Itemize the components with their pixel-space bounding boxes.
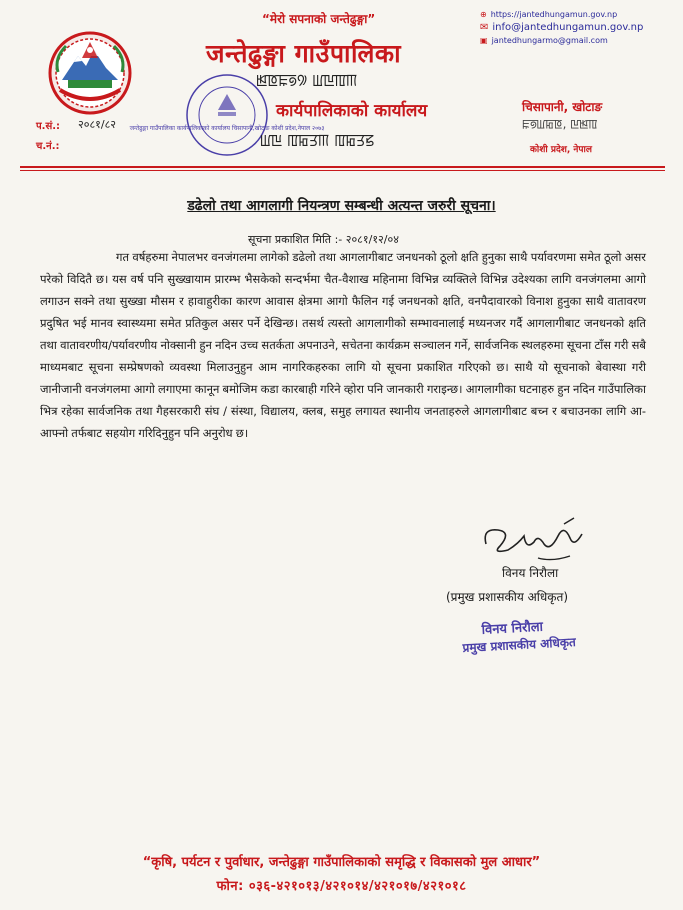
globe-icon: ⊕ bbox=[480, 10, 487, 19]
contact-email bbox=[480, 22, 643, 33]
social-text[interactable]: jantedhungarmo@gmail.com bbox=[491, 36, 608, 45]
reference-value: २०८१/८२ bbox=[78, 118, 117, 131]
website-text[interactable]: https://jantedhungamun.gov.np bbox=[490, 10, 618, 19]
address-line: चिसापानी, खोटाङ bbox=[522, 100, 603, 114]
footer-slogan: “कृषि, पर्यटन र पुर्वाधार, जन्तेढुङ्गा गाउँपालिकाको समृद्धि र विकासको मुल आधार” bbox=[142, 855, 541, 870]
office-subtitle-script-line: ꡆꡖ ꡄꡂꡗꡕ ꡄꡂꡗꡝ bbox=[260, 131, 375, 149]
province-line: कोशी प्रदेश, नेपाल bbox=[530, 145, 592, 155]
footer-phone[interactable]: फोन: ०३६-४२१०१३/४२१०१४/४२१०१७/४२१०१८ bbox=[216, 879, 467, 894]
office-name-script-line: ꡓꡔꡀꡟ꡴ ꡆꡖꡄꡕ bbox=[256, 71, 358, 89]
notice-body: गत वर्षहरुमा नेपालभर वनजंगलमा लागेको डढेलो तथा आगलागीबाट जनधनको ठूलो क्षति हुनुका साथै पर्यावरणमा समेत ठूलो असर परेको विदितै छ। यस वर्ष पनि सुख्खायाम प्रारम्भ भैसकेको सन्दर्भमा चैत-वैशाख महिनामा विभिन्न व्यक्तिले विभिन्न उदेश्यका लागि वनजंगलमा आगो लगाउन सक्ने तथा सुख्खा मौसम र हावाहुरीका कारण आवास क्षेत्रमा आगो फैलिन गई जनधनको क्षति, वनपैदावारको विनाश हुनुका साथै वातावरण प्रदुषित भई मानव स्वास्थ्यमा समेत प्रतिकुल असर पर्ने देखिन्छ। तसर्थ त्यस्तो आगलागीको सम्भावनालाई मध्यनजर गर्दै आगलागीबाट जनधनको क्षति तथा वातावरणीय/पर्यावरणीय नोक्सानी हुन नदिन उच्च सतर्कता अपनाउने, सचेतना कार्यक्रम सञ्चालन गर्ने, सार्वजनिक स्थलहरुमा सूचना टाँस गरी सबै माध्यमबाट सूचना सम्प्रेषणको व्यवस्था मिलाउनुहुन आम नागरिकहरुका लागि यो सूचना प्रकाशित गरिएको छ। साथै यो सूचनाको बेवास्था गरी जानीजानी वनजंगलमा आगो लगाएमा कानून बमोजिम कडा कारबाही गरिने व्होरा पनि जानकारी गराइन्छ। आगलागीका घटनाहरु हुन नदिन गाउँपालिका भित्र रहेका सार्वजनिक तथा गैहसरकारी संघ / संस्था, विद्यालय, क्लब, समुह लगायत स्थानीय जनताहरुले आगलागीबाट बच्न र बचाउनका लागि आ-आफ्नो तर्फबाट सहयोग गरिदिनुहुन पनि अनुरोध छ। bbox=[40, 250, 646, 440]
social-icon: ▣ bbox=[480, 36, 488, 45]
stamp-name: विनय निरौला bbox=[481, 619, 544, 638]
office-subtitle: कार्यपालिकाको कार्यालय bbox=[276, 101, 428, 121]
seal-text: जन्तेढुङ्गा गाउँपालिका कार्यपालिकाको कार्यालय चिसापानी,खोटाङ कोशी प्रदेश,नेपाल २०७३ bbox=[129, 125, 325, 132]
header-divider-thin bbox=[20, 170, 665, 171]
mail-icon: ✉ bbox=[480, 22, 489, 33]
contact-social bbox=[480, 36, 608, 45]
notice-title: डढेलो तथा आगलागी नियन्त्रण सम्बन्धी अत्यन्त जरुरी सूचना। bbox=[187, 198, 496, 214]
handwritten-signature bbox=[478, 514, 588, 568]
published-date: सूचना प्रकाशित मिति :- २०८१/१२/०४ bbox=[248, 233, 399, 246]
header-divider bbox=[20, 166, 665, 168]
dispatch-label: च.नं.: bbox=[36, 141, 60, 152]
office-name: जन्तेढुङ्गा गाउँपालिका bbox=[206, 39, 402, 68]
address-script-line: ꡀꡟꡆꡂꡔ, ꡖꡓꡄ bbox=[522, 117, 598, 131]
name-stamp bbox=[461, 615, 576, 656]
stamp-title: प्रमुख प्रशासकीय अधिकृत bbox=[462, 635, 577, 655]
email-text[interactable]: info@jantedhungamun.gov.np bbox=[492, 22, 644, 33]
reference-label: प.सं.: bbox=[36, 121, 61, 132]
header-slogan: “मेरो सपनाको जन्तेढुङ्गा” bbox=[262, 12, 376, 26]
government-emblem-icon bbox=[44, 28, 136, 118]
signatory-title: (प्रमुख प्रशासकीय अधिकृत) bbox=[446, 590, 569, 604]
signatory-name: विनय निरौला bbox=[502, 566, 559, 580]
contact-website bbox=[480, 10, 617, 19]
